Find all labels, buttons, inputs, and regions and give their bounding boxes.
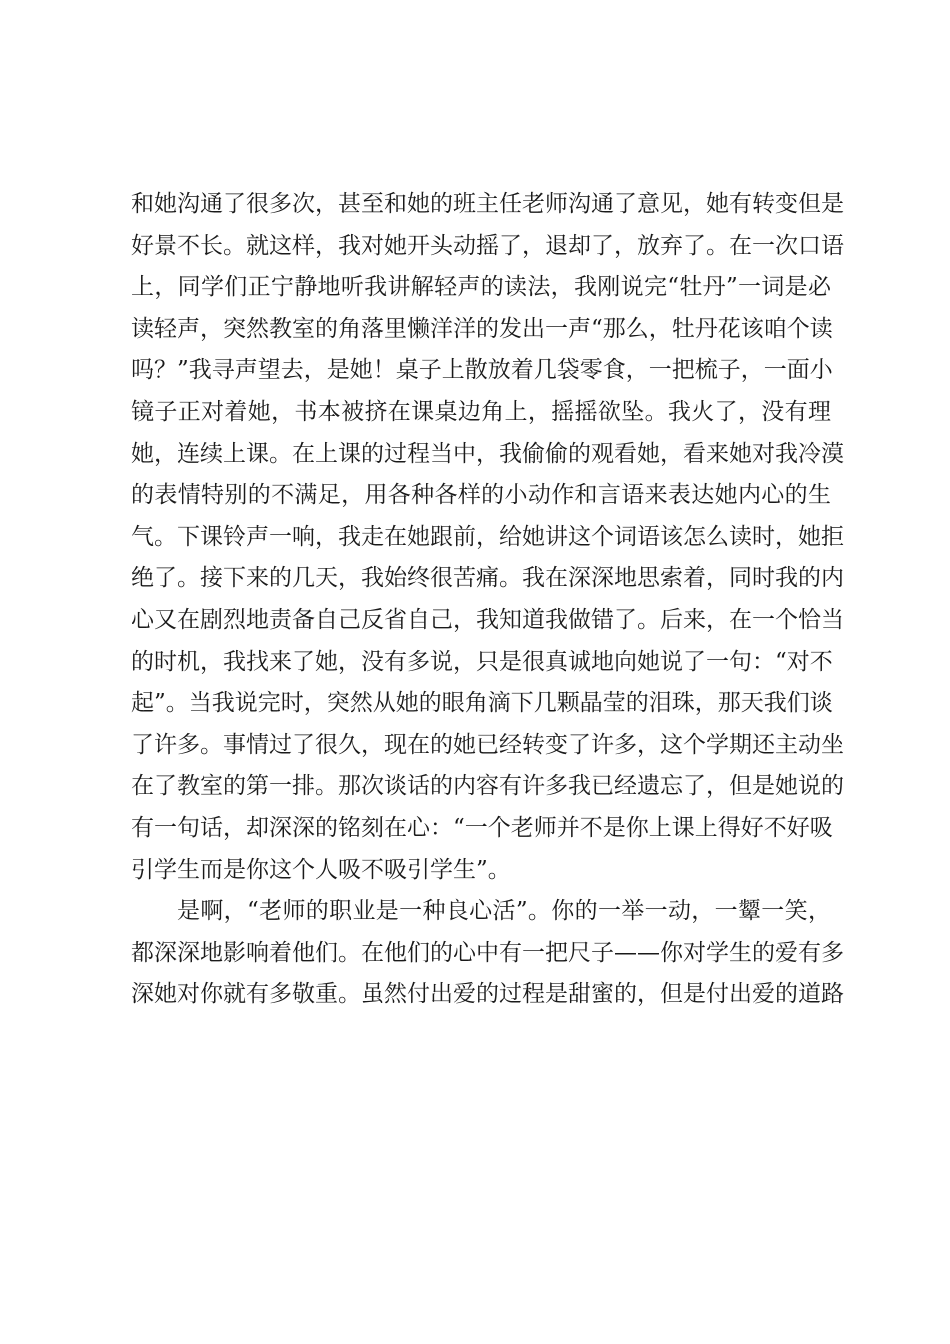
text-line: 绝了。接下来的几天，我始终很苦痛。我在深深地思索着，同时我的内 [131,565,844,592]
text-line: 有一句话，却深深的铭刻在心：“一个老师并不是你上课上得好不好吸 [131,814,833,841]
text-line: 深她对你就有多敬重。虽然付出爱的过程是甜蜜的，但是付出爱的道路 [131,981,844,1008]
text-line: 了许多。事情过了很久，现在的她已经转变了许多，这个学期还主动坐 [131,731,844,758]
text-line: 上，同学们正宁静地听我讲解轻声的读法，我刚说完“牡丹”一词是必 [131,274,831,301]
text-line: 和她沟通了很多次，甚至和她的班主任老师沟通了意见，她有转变但是 [131,191,844,217]
text-line: 读轻声，突然教室的角落里懒洋洋的发出一声“那么，牡丹花该咱个读 [131,315,833,342]
text-line: 心又在剧烈地责备自己反省自己，我知道我做错了。后来，在一个恰当 [131,606,844,633]
text-line: 起”。当我说完时，突然从她的眼角滴下几颗晶莹的泪珠，那天我们谈 [131,690,833,717]
paragraph-end-line: 引学生而是你这个人吸不吸引学生”。 [131,856,511,883]
text-line: 气。下课铃声一响，我走在她跟前，给她讲这个词语该怎么读时，她拒 [131,523,844,550]
text-line: 吗？”我寻声望去，是她！桌子上散放着几袋零食，一把梳子，一面小 [131,357,833,384]
text-line: 都深深地影响着他们。在他们的心中有一把尺子——你对学生的爱有多 [131,939,844,966]
body-text [131,184,844,1016]
text-line: 镜子正对着她，书本被挤在课桌边角上，摇摇欲坠。我火了，没有理 [131,398,831,425]
paragraph-start-line: 是啊，“老师的职业是一种良心活”。你的一举一动，一颦一笑， [177,898,831,925]
text-line: 她，连续上课。在上课的过程当中，我偷偷的观看她，看来她对我冷漠 [131,440,844,467]
text-line: 在了教室的第一排。那次谈话的内容有许多我已经遗忘了，但是她说的 [131,773,844,800]
text-line: 的表情特别的不满足，用各种各样的小动作和言语来表达她内心的生 [131,482,831,509]
text-line: 的时机，我找来了她，没有多说，只是很真诚地向她说了一句：“对不 [131,648,833,675]
text-line: 好景不长。就这样，我对她开头动摇了，退却了，放弃了。在一次口语 [131,232,844,259]
